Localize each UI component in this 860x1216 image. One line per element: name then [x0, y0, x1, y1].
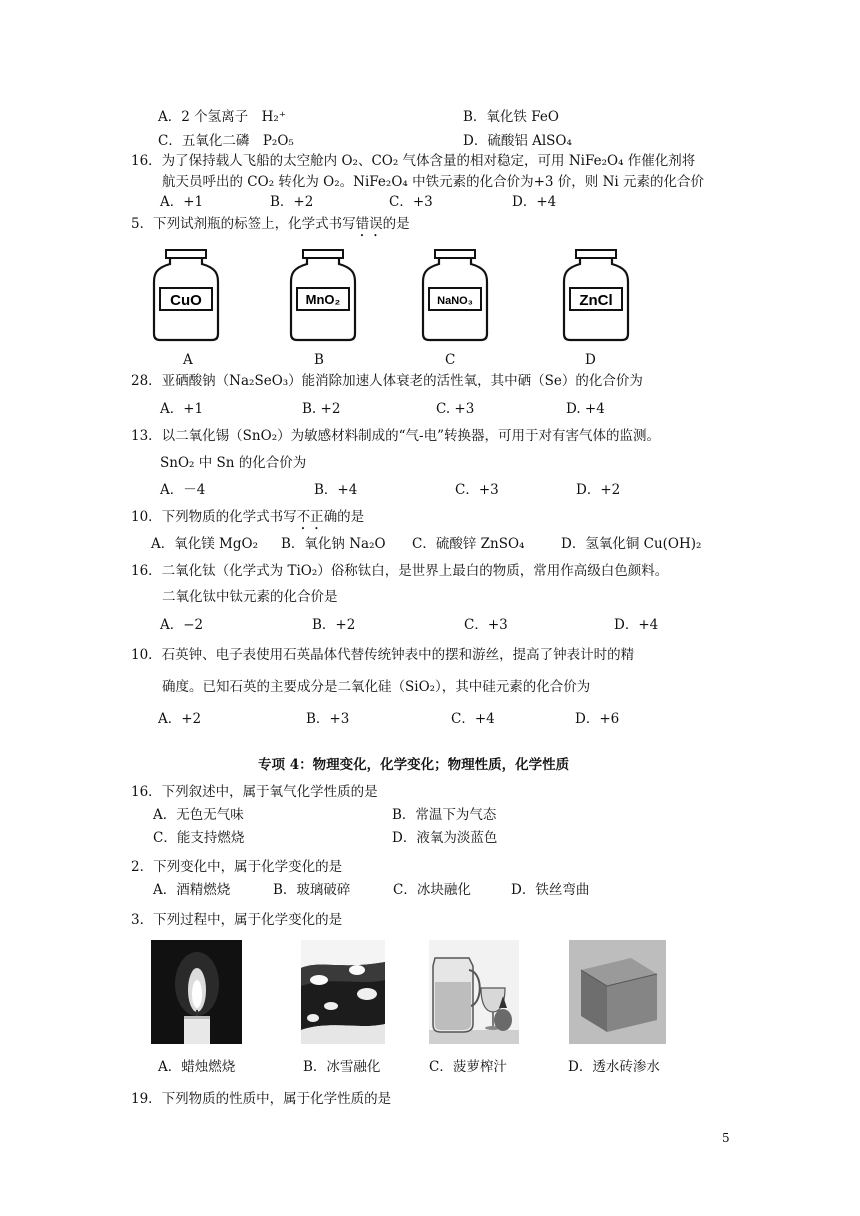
q10a-option-c: C．硫酸锌 ZnSO₄ [412, 536, 525, 552]
candle-burning-photo [151, 940, 242, 1044]
q10b-option-b: B．+3 [306, 711, 350, 727]
q28-option-b: B. +2 [302, 401, 341, 417]
q2-option-b: B．玻璃破碎 [273, 882, 351, 898]
photo-caption-b: B．冰雪融化 [303, 1059, 381, 1075]
reagent-bottle-c [419, 248, 491, 342]
question-10-quartz-line2: 确度。已知石英的主要成分是二氧化硅（SiO₂），其中硅元素的化合价为 [162, 679, 591, 695]
question-2-stem: 2．下列变化中，属于化学变化的是 [131, 859, 343, 875]
q10a-option-a: A．氧化镁 MgO₂ [151, 536, 258, 552]
q16a-option-a: A．+1 [160, 194, 204, 210]
photo-caption-a: A．蜡烛燃烧 [158, 1059, 236, 1075]
q16b-option-d: D．+4 [614, 617, 659, 633]
question-5-stem: 5．下列试剂瓶的标签上，化学式书写错误的是 [131, 216, 410, 232]
question-16-nife2o4-line1: 16．为了保持载人飞船的太空舱内 O₂、CO₂ 气体含量的相对稳定，可用 NiFe₂O₄ 作催化剂将 [131, 153, 696, 169]
snow-melting-photo [301, 940, 385, 1044]
emphasis-wrong: 错误 [355, 216, 383, 232]
question-16-oxygen-stem: 16．下列叙述中，属于氧气化学性质的是 [131, 784, 378, 800]
q16b-option-b: B．+2 [312, 617, 356, 633]
q13-option-a: A．－4 [160, 482, 206, 498]
bottle-letter-c: C [445, 352, 456, 368]
question-16-nife2o4-line2: 航天员呼出的 CO₂ 转化为 O₂。NiFe₂O₄ 中铁元素的化合价为+3 价，则 Ni 元素的化合价 [162, 174, 704, 190]
q16c-option-d: D．液氧为淡蓝色 [392, 830, 498, 846]
question-19-stem: 19．下列物质的性质中，属于化学性质的是 [131, 1091, 392, 1107]
bottle-letter-a: A [183, 352, 193, 368]
bottle-letter-d: D [585, 352, 596, 368]
q2-option-d: D．铁丝弯曲 [511, 882, 590, 898]
bottle-label-a: CuO [170, 292, 202, 309]
pineapple-juice-photo [429, 940, 519, 1044]
permeable-brick-photo [569, 940, 666, 1044]
question-10-quartz-line1: 10．石英钟、电子表使用石英晶体代替传统钟表中的摆和游丝，提高了钟表计时的精 [131, 647, 635, 663]
q28-option-a: A．+1 [160, 401, 204, 417]
emphasis-not-correct: 不正 [296, 509, 324, 525]
q10a-option-d: D．氢氧化铜 Cu(OH)₂ [561, 536, 702, 552]
q13-option-b: B．+4 [314, 482, 358, 498]
question-16-tio2-line2: 二氧化钛中钛元素的化合价是 [162, 589, 338, 605]
question-13-line1: 13．以二氧化锡（SnO₂）为敏感材料制成的“气-电”转换器，可用于对有害气体的监测。 [131, 428, 660, 444]
bottle-label-d: ZnCl [579, 292, 613, 309]
q10a-option-b: B．氧化钠 Na₂O [281, 536, 386, 552]
q10b-option-a: A．+2 [158, 711, 202, 727]
bottle-label-b: MnO₂ [305, 292, 341, 307]
option-c-phosphorus-pentoxide: C．五氧化二磷 P₂O₅ [158, 133, 294, 149]
photo-caption-d: D．透水砖渗水 [568, 1059, 660, 1075]
q28-option-d: D. +4 [566, 401, 605, 417]
q16b-option-c: C．+3 [464, 617, 508, 633]
q2-option-a: A．酒精燃烧 [153, 882, 231, 898]
q13-option-c: C．+3 [455, 482, 499, 498]
option-d-aluminum-sulfate: D．硫酸铝 AlSO₄ [463, 133, 572, 149]
reagent-bottle-d [560, 248, 632, 342]
option-a-hydrogen-ions: A．2 个氢离子 H₂⁺ [158, 109, 286, 125]
q16a-option-b: B．+2 [270, 194, 314, 210]
question-10-formula-stem: 10．下列物质的化学式书写不正确的是 [131, 509, 365, 525]
question-3-stem: 3．下列过程中，属于化学变化的是 [131, 912, 343, 928]
section-heading: 专项 4：物理变化，化学变化；物理性质，化学性质 [258, 757, 570, 773]
photo-caption-c: C．菠萝榨汁 [429, 1059, 507, 1075]
question-16-tio2-line1: 16．二氧化钛（化学式为 TiO₂）俗称钛白，是世界上最白的物质，常用作高级白色颜料。 [131, 563, 669, 579]
question-13-line2: SnO₂ 中 Sn 的化合价为 [160, 455, 307, 471]
q13-option-d: D．+2 [576, 482, 621, 498]
page-number: 5 [722, 1131, 730, 1145]
bottle-letter-b: B [314, 352, 324, 368]
q16c-option-b: B．常温下为气态 [392, 807, 497, 823]
reagent-bottle-a [150, 248, 222, 342]
q16c-option-c: C．能支持燃烧 [153, 830, 245, 846]
q16a-option-d: D．+4 [512, 194, 557, 210]
q10b-option-c: C．+4 [451, 711, 495, 727]
q16c-option-a: A．无色无气味 [153, 807, 244, 823]
bottle-label-c: NaNO₃ [437, 295, 473, 307]
q28-option-c: C. +3 [436, 401, 475, 417]
q16b-option-a: A．−2 [160, 617, 204, 633]
question-28-stem: 28．亚硒酸钠（Na₂SeO₃）能消除加速人体衰老的活性氧，其中硒（Se）的化合价为 [131, 373, 643, 389]
q16a-option-c: C．+3 [389, 194, 433, 210]
option-b-iron-oxide: B．氧化铁 FeO [463, 109, 559, 125]
q2-option-c: C．冰块融化 [393, 882, 471, 898]
q10b-option-d: D．+6 [575, 711, 620, 727]
reagent-bottle-b [287, 248, 359, 342]
